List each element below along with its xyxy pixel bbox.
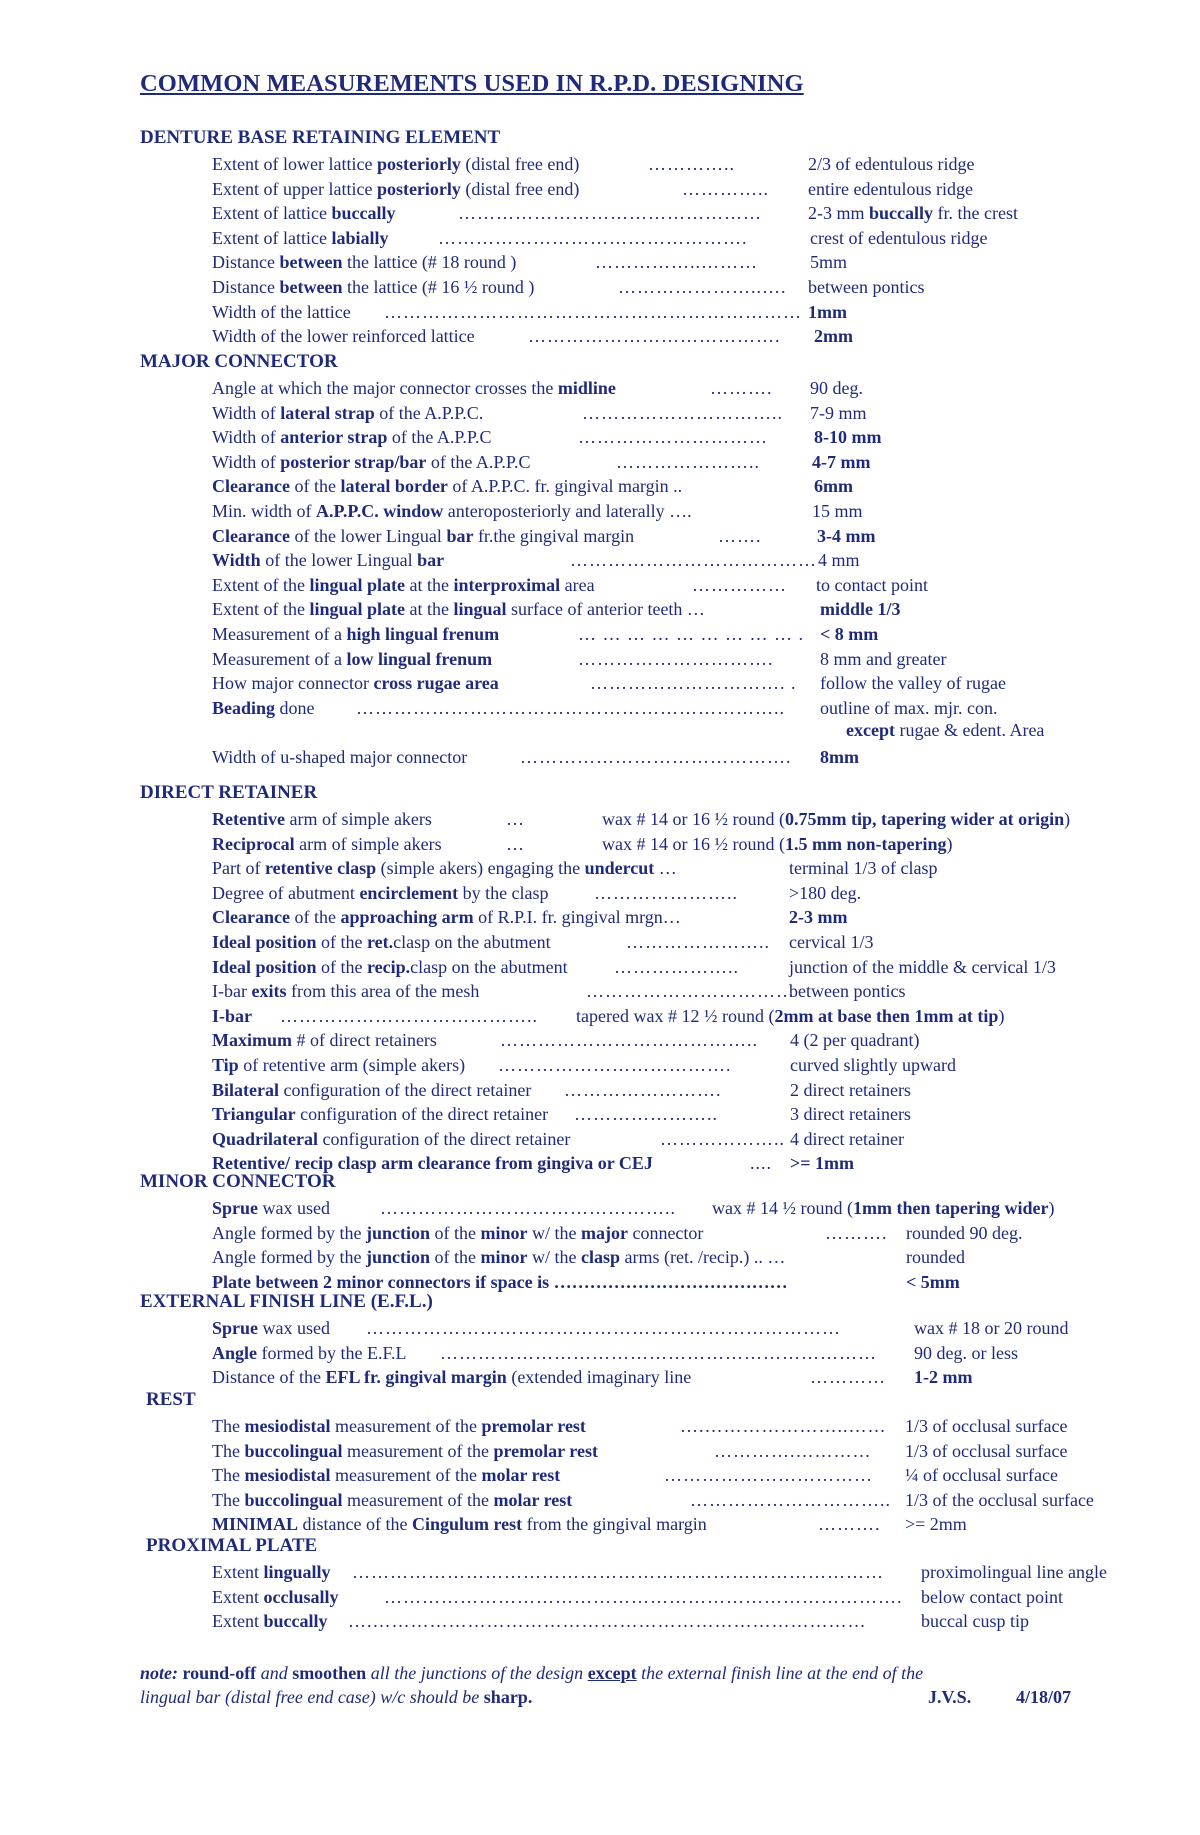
leader-dots: …………………………… bbox=[664, 1465, 873, 1486]
leader-dots: ………………………………………………………………… bbox=[366, 1318, 841, 1338]
measurement-label: Width of the lower reinforced lattice bbox=[212, 326, 475, 347]
measurement-value: rounded bbox=[906, 1247, 965, 1268]
measurement-label: Reciprocal arm of simple akers bbox=[212, 833, 442, 854]
leader-dots: ………….. bbox=[648, 154, 735, 174]
measurement-value: middle 1/3 bbox=[820, 599, 901, 620]
measurement-label: Sprue wax used bbox=[212, 1318, 330, 1338]
measurement-value: 90 deg. or less bbox=[914, 1342, 1018, 1363]
leader-dots: ………. bbox=[825, 1222, 888, 1243]
leader-dots: ………….. bbox=[682, 178, 769, 199]
measurement-label: Angle at which the major connector crosses the midline bbox=[212, 378, 616, 398]
measurement-value: ¼ of occlusal surface bbox=[905, 1465, 1058, 1486]
measurement-label: How major connector cross rugae area bbox=[212, 673, 499, 694]
leader-dots: ………………………………………… bbox=[458, 203, 762, 224]
measurement-label: Distance between the lattice (# 16 ½ round ) bbox=[212, 277, 535, 297]
measurement-value: wax # 18 or 20 round bbox=[914, 1318, 1069, 1338]
leader-dots: ………… bbox=[810, 1367, 886, 1388]
measurement-value: wax # 14 or 16 ½ round (1.5 mm non-tapering) bbox=[602, 833, 953, 854]
measurement-label: Clearance of the lower Lingual bar fr.the gingival margin bbox=[212, 525, 635, 546]
measurement-value: 6mm bbox=[814, 476, 853, 497]
measurement-label: I-bar bbox=[212, 1005, 252, 1026]
measurement-value: 3 direct retainers bbox=[790, 1104, 911, 1125]
measurement-label: Angle formed by the E.F.L bbox=[212, 1342, 407, 1363]
leader-dots: ……. bbox=[718, 525, 762, 546]
measurement-label: Retentive arm of simple akers bbox=[212, 809, 432, 829]
section-heading: PROXIMAL PLATE bbox=[146, 1535, 318, 1556]
measurement-label: Extent of the lingual plate at the lingual surface of anterior teeth … bbox=[212, 599, 705, 620]
measurement-value: below contact point bbox=[921, 1586, 1063, 1607]
measurement-label: Width of u-shaped major connector bbox=[212, 747, 468, 767]
measurement-label: Bilateral configuration of the direct retainer bbox=[212, 1079, 532, 1100]
measurement-label: Width of the lower Lingual bar bbox=[212, 550, 445, 571]
section-heading: DENTURE BASE RETAINING ELEMENT bbox=[140, 127, 501, 148]
leader-dots: ………………………………………………………… bbox=[384, 301, 802, 322]
leader-dots: …………………………………………. bbox=[438, 227, 748, 248]
measurement-value: 7-9 mm bbox=[810, 402, 867, 423]
leader-dots: ….…………………..…… bbox=[680, 1416, 887, 1436]
measurement-value: 1-2 mm bbox=[914, 1367, 973, 1388]
measurement-label: Tip of retentive arm (simple akers) bbox=[212, 1055, 466, 1075]
leader-dots: ………………………… bbox=[578, 427, 768, 448]
leader-dots: ……………………………………….. bbox=[380, 1198, 676, 1218]
measurement-value: wax # 14 ½ round (1mm then tapering wider) bbox=[712, 1198, 1055, 1218]
measurement-value: 4 mm bbox=[818, 550, 860, 571]
measurement-value: cervical 1/3 bbox=[789, 932, 874, 952]
measurement-label: Width of lateral strap of the A.P.P.C. bbox=[212, 402, 484, 423]
measurement-value: 1/3 of occlusal surface bbox=[905, 1440, 1068, 1461]
leader-dots: …………………………………………………………… bbox=[440, 1342, 877, 1363]
note-line-2: lingual bar (distal free end case) w/c should be sharp. bbox=[140, 1687, 533, 1707]
measurement-value: rounded 90 deg. bbox=[906, 1222, 1023, 1243]
leader-dots: ………………….. bbox=[626, 932, 770, 952]
measurement-label: Quadrilateral configuration of the direct retainer bbox=[212, 1128, 571, 1149]
measurement-value: 2 direct retainers bbox=[790, 1079, 911, 1100]
measurement-label: Distance of the EFL fr. gingival margin (extended imaginary line bbox=[212, 1367, 692, 1388]
measurement-value: 3-4 mm bbox=[817, 525, 876, 546]
measurement-label: Plate between 2 minor connectors if space is ………………………………… bbox=[212, 1271, 788, 1292]
leader-dots: …………………………. bbox=[578, 648, 774, 669]
leader-dots: ………………….. bbox=[594, 882, 738, 903]
leader-dots: ………….………… bbox=[714, 1440, 872, 1461]
measurement-value: 2-3 mm bbox=[789, 907, 848, 928]
measurement-label: Measurement of a high lingual frenum bbox=[212, 624, 500, 644]
leader-dots: …………………………… bbox=[586, 981, 795, 1002]
measurement-label: The buccolingual measurement of the molar rest bbox=[212, 1489, 573, 1510]
measurement-label: Extent buccally bbox=[212, 1611, 328, 1632]
measurement-label: Extent lingually bbox=[212, 1562, 331, 1582]
measurement-value: 2mm bbox=[814, 326, 853, 347]
leader-dots: ………………………….. bbox=[690, 1489, 891, 1510]
measurement-label: Part of retentive clasp (simple akers) engaging the undercut … bbox=[212, 858, 677, 879]
leader-dots: ………………….. bbox=[574, 1104, 718, 1125]
measurement-value: >= 1mm bbox=[790, 1153, 855, 1174]
measurement-value: 90 deg. bbox=[810, 378, 863, 398]
measurement-value: 2-3 mm buccally fr. the crest bbox=[808, 203, 1018, 224]
leader-dots: ………………………………… bbox=[570, 550, 817, 571]
leader-dots: ………………………….. bbox=[582, 402, 783, 423]
section-heading: REST bbox=[146, 1389, 196, 1410]
measurement-label: Min. width of A.P.P.C. window anteroposteriorly and laterally …. bbox=[212, 501, 692, 521]
measurement-label: Retentive/ recip clasp arm clearance from gingiva or CEJ bbox=[212, 1153, 653, 1174]
measurement-value: 8-10 mm bbox=[814, 427, 882, 448]
section-heading: MAJOR CONNECTOR bbox=[140, 351, 338, 372]
measurement-value: 15 mm bbox=[812, 501, 863, 521]
leader-dots: …………… bbox=[692, 574, 787, 595]
measurement-value: crest of edentulous ridge bbox=[810, 227, 988, 248]
measurement-label: Maximum # of direct retainers bbox=[212, 1030, 437, 1051]
page-title: COMMON MEASUREMENTS USED IN R.P.D. DESIGNING bbox=[140, 70, 804, 97]
measurement-value: 1/3 of occlusal surface bbox=[905, 1416, 1068, 1436]
measurement-label: Angle formed by the junction of the minor w/ the clasp arms (ret. /recip.) .. … bbox=[212, 1247, 786, 1268]
leader-dots: ………………………………………………………………………… bbox=[352, 1562, 884, 1582]
measurement-value: < 5mm bbox=[906, 1271, 960, 1292]
signature-initials: J.V.S. bbox=[928, 1687, 972, 1707]
measurement-label: The buccolingual measurement of the premolar rest bbox=[212, 1440, 598, 1461]
leader-dots: ….…………………………………………………………………… bbox=[348, 1611, 867, 1632]
leader-dots: ……………….. bbox=[614, 956, 739, 977]
measurement-label: Degree of abutment encirclement by the clasp bbox=[212, 882, 549, 903]
signature-date: 4/18/07 bbox=[1016, 1687, 1072, 1707]
section-heading: MINOR CONNECTOR bbox=[140, 1171, 336, 1192]
measurement-label: Width of anterior strap of the A.P.P.C bbox=[212, 427, 492, 448]
measurement-value: 5mm bbox=[810, 252, 848, 273]
leader-dots: ……………..……… bbox=[595, 252, 758, 273]
measurement-label: Measurement of a low lingual frenum bbox=[212, 648, 493, 669]
measurement-value: >= 2mm bbox=[905, 1514, 967, 1535]
leader-dots: …………………………. . bbox=[590, 673, 797, 694]
measurement-value: proximolingual line angle bbox=[921, 1562, 1107, 1582]
beading-note: except rugae & edent. Area bbox=[846, 720, 1045, 741]
measurement-label: Width of the lattice bbox=[212, 301, 351, 322]
measurement-value: 4-7 mm bbox=[812, 451, 871, 472]
leader-dots: ………………….. bbox=[616, 451, 760, 472]
leader-dots: ………. bbox=[710, 378, 773, 398]
measurement-value: < 8 mm bbox=[820, 624, 879, 644]
measurement-label: Triangular configuration of the direct retainer bbox=[212, 1104, 549, 1125]
measurement-value: 8 mm and greater bbox=[820, 648, 947, 669]
leader-dots: ………………………………………………………………………. bbox=[384, 1586, 903, 1607]
measurement-value: 4 direct retainer bbox=[790, 1128, 904, 1149]
measurement-label: Width of posterior strap/bar of the A.P.P.C bbox=[212, 451, 531, 472]
measurement-value: 1mm bbox=[808, 301, 847, 322]
section-heading: EXTERNAL FINISH LINE (E.F.L.) bbox=[140, 1291, 433, 1312]
measurement-value: to contact point bbox=[816, 574, 928, 595]
measurement-label: MINIMAL distance of the Cingulum rest from the gingival margin bbox=[212, 1514, 707, 1535]
leader-dots: … bbox=[506, 833, 525, 854]
measurement-value: 2/3 of edentulous ridge bbox=[808, 154, 975, 174]
leader-dots: ……………….. bbox=[660, 1128, 785, 1149]
measurement-value: curved slightly upward bbox=[790, 1055, 956, 1075]
leader-dots: …………………..…. bbox=[618, 277, 787, 297]
measurement-value: 8mm bbox=[820, 747, 859, 767]
measurement-label: Extent of lattice labially bbox=[212, 227, 389, 248]
measurement-value: follow the valley of rugae bbox=[820, 673, 1006, 694]
measurement-value: terminal 1/3 of clasp bbox=[789, 858, 938, 879]
leader-dots: .... bbox=[750, 1153, 772, 1174]
leader-dots: ………. bbox=[818, 1514, 881, 1535]
section-heading: DIRECT RETAINER bbox=[140, 782, 318, 803]
measurement-label: Extent of lower lattice posteriorly (distal free end) bbox=[212, 154, 580, 174]
measurement-label: Clearance of the lateral border of A.P.P.C. fr. gingival margin .. bbox=[212, 476, 683, 497]
measurement-value: between pontics bbox=[808, 277, 925, 297]
measurement-label: Ideal position of the recip.clasp on the abutment bbox=[212, 956, 568, 977]
measurement-value: wax # 14 or 16 ½ round (0.75mm tip, tapering wider at origin) bbox=[602, 809, 1071, 829]
measurement-label: Extent occlusally bbox=[212, 1586, 339, 1607]
measurement-label: The mesiodistal measurement of the molar rest bbox=[212, 1465, 561, 1486]
measurement-label: Clearance of the approaching arm of R.P.I. fr. gingival mrgn… bbox=[212, 907, 681, 928]
measurement-value: 1/3 of the occlusal surface bbox=[905, 1489, 1094, 1510]
leader-dots: ………………………………….. bbox=[280, 1005, 538, 1026]
measurement-label: Extent of upper lattice posteriorly (distal free end) bbox=[212, 178, 580, 199]
measurement-label: Distance between the lattice (# 18 round ) bbox=[212, 252, 517, 273]
measurement-value: 4 (2 per quadrant) bbox=[790, 1030, 920, 1051]
leader-dots: … bbox=[506, 809, 525, 829]
measurement-value: >180 deg. bbox=[789, 882, 862, 903]
measurement-label: Extent of the lingual plate at the interproximal area bbox=[212, 574, 595, 595]
leader-dots: ……………………. bbox=[564, 1079, 722, 1100]
measurement-label: Angle formed by the junction of the minor w/ the major connector bbox=[212, 1222, 704, 1243]
measurement-label: Beading done bbox=[212, 697, 315, 718]
measurement-value: outline of max. mjr. con. bbox=[820, 697, 998, 718]
measurement-label: Ideal position of the ret.clasp on the abutment bbox=[212, 932, 551, 952]
leader-dots: ………………………………………………………….. bbox=[356, 697, 785, 718]
measurement-value: tapered wax # 12 ½ round (2mm at base then 1mm at tip) bbox=[576, 1005, 1005, 1026]
leader-dots: … … … … … … … … … . bbox=[578, 624, 804, 644]
leader-dots: ………………………………. bbox=[498, 1055, 732, 1075]
note-line-1: note: round-off and smoothen all the junctions of the design except the external finish line at the end of the bbox=[140, 1663, 924, 1683]
measurement-label: Sprue wax used bbox=[212, 1198, 330, 1218]
measurement-label: Extent of lattice buccally bbox=[212, 203, 396, 224]
measurement-value: between pontics bbox=[789, 981, 906, 1002]
measurement-label: I-bar exits from this area of the mesh bbox=[212, 981, 480, 1002]
measurement-value: buccal cusp tip bbox=[921, 1611, 1029, 1632]
measurement-value: junction of the middle & cervical 1/3 bbox=[789, 956, 1056, 977]
measurement-value: entire edentulous ridge bbox=[808, 178, 973, 199]
leader-dots: ………………………………….. bbox=[500, 1030, 758, 1051]
leader-dots: ……………………………………. bbox=[520, 747, 792, 767]
measurement-label: The mesiodistal measurement of the premolar rest bbox=[212, 1416, 586, 1436]
leader-dots: …………………………………. bbox=[528, 326, 781, 347]
